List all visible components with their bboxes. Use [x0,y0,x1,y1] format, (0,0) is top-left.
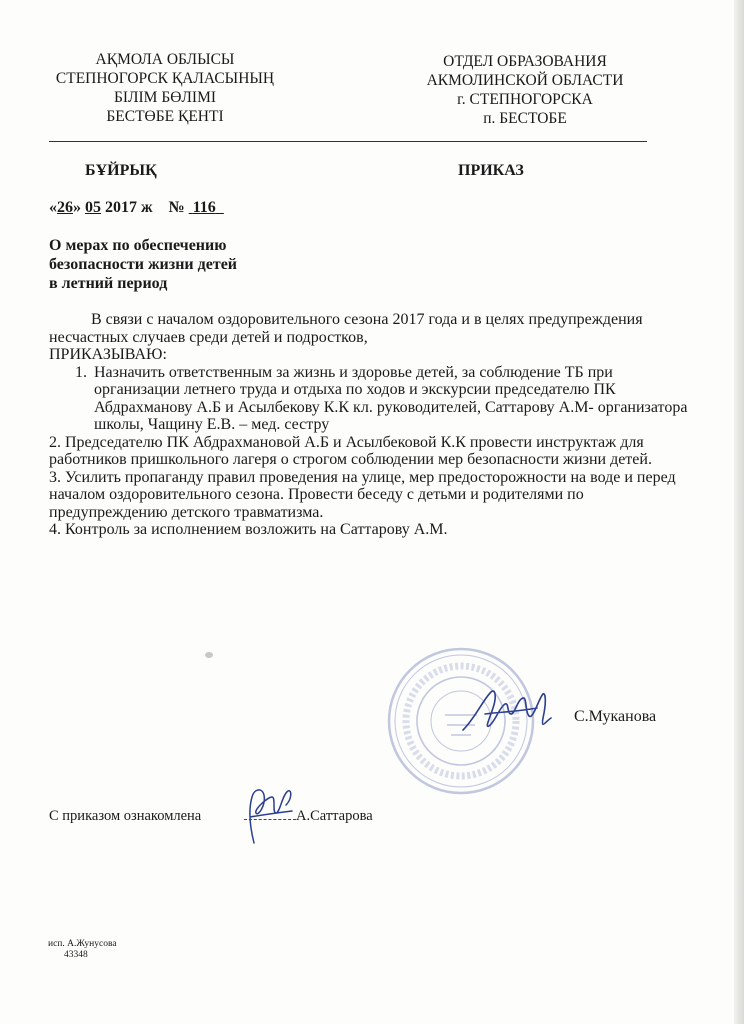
handwritten-signature-icon [455,678,565,748]
order-day: 26 [57,199,73,216]
intro-paragraph: В связи с началом оздоровительного сезона 2017 года и в целях предупреждения несчастных случаев среди детей и подростков, [49,311,643,346]
acknowledgement-label: С приказом ознакомлена [49,808,202,824]
header-right-line: ОТДЕЛ ОБРАЗОВАНИЯ [443,53,607,70]
subject-line: безопасности жизни детей [49,256,238,273]
order-number-value: 116 [192,199,216,216]
order-item-3: 3. Усилить пропаганду правил проведения на улице, мер предосторожности на воде и перед началом оздоровительного сезона. Провести беседу с детьми и родителями по предупреждению детского травматизма. [49,468,676,521]
item-text: Назначить ответственным за жизнь и здоровье детей, за соблюдение ТБ при организации летнего труда и отдыха по ходов и экскурсии председателю ПК Абдрахманову А.Б и Асылбекову К.К кл. руководителей, Саттарову А.М- организатора школы, Чащину Е.В. – мед. сестру [94,363,688,433]
signatory-name: С.Муканова [574,708,657,725]
order-item-1 [49,364,689,434]
header-right-line: п. БЕСТОБЕ [483,110,567,127]
executor-phone: 43348 [64,950,88,960]
header-russian [380,52,670,128]
header-right-line: г. СТЕПНОГОРСКА [457,91,593,108]
order-item-2: 2. Председателю ПК Абдрахмановой А.Б и Асылбековой К.К провести инструктаж для работников пришкольного лагеря о строгом соблюдении мер безопасности жизни детей. [49,433,652,468]
header-divider [49,141,647,142]
item-number: 1. [75,363,87,381]
subject-line: в летний период [49,275,168,292]
header-left-line: АҚМОЛА ОБЛЫСЫ [95,51,235,68]
order-month: 05 [85,199,101,216]
header-left-line: БЕСТӨБЕ ҚЕНТІ [106,108,224,125]
order-date-number [49,199,224,217]
header-left-line: БІЛІМ БӨЛІМІ [113,89,217,106]
title-kazakh: БҰЙРЫҚ [85,162,157,179]
order-year: 2017 ж [105,199,153,216]
title-russian: ПРИКАЗ [458,162,524,179]
subject-line: О мерах по обеспечению [49,237,227,254]
scan-edge-shadow [734,0,744,1024]
order-body [49,311,689,539]
executor-name: исп. А.Жунусова [48,939,117,949]
quote-close: » [73,199,81,216]
header-left-line: СТЕПНОГОРСК ҚАЛАСЫНЫҢ [55,70,275,87]
scan-speck [205,652,213,658]
header-right-line: АКМОЛИНСКОЙ ОБЛАСТИ [426,72,624,89]
header-kazakh [40,50,290,126]
order-number [189,199,224,216]
orders-word: ПРИКАЗЫВАЮ: [49,346,167,363]
order-item-4: 4. Контроль за исполнением возложить на Саттарову А.М. [49,521,448,538]
handwritten-signature-icon [232,783,302,848]
executor-footer [48,939,117,961]
order-number-sign: № [168,199,185,216]
acknowledgement-name: А.Саттарова [296,808,373,824]
quote-open: « [49,199,57,216]
acknowledgement-signature-line [244,819,296,820]
order-subject [49,236,309,293]
